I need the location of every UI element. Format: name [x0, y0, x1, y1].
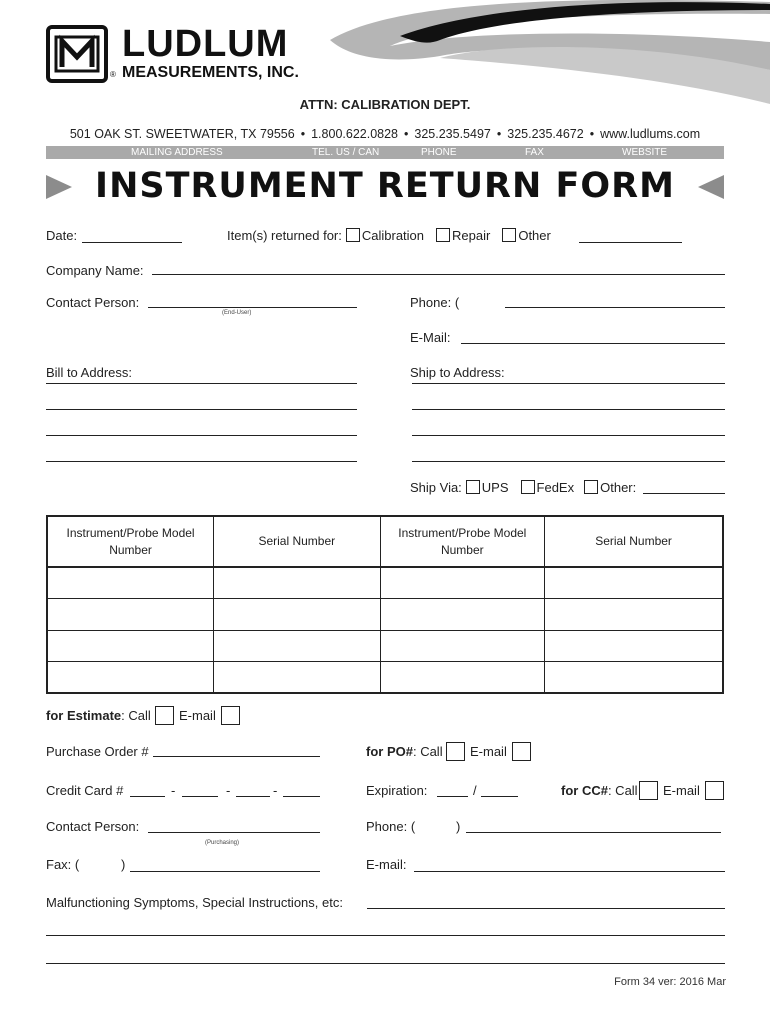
table-row: [47, 599, 723, 631]
symptoms-label: Malfunctioning Symptoms, Special Instructions, etc:: [46, 895, 343, 910]
table-cell[interactable]: [214, 599, 380, 631]
form-title: INSTRUMENT RETURN FORM: [95, 166, 675, 206]
estimate-email-label: E-mail: [179, 708, 216, 723]
for-estimate-label: for Estimate: [46, 708, 122, 723]
instrument-table: [46, 515, 724, 694]
po-email-label: E-mail: [470, 744, 507, 759]
attn-line: ATTN: CALIBRATION DEPT.: [299, 97, 471, 112]
table-cell[interactable]: [47, 599, 214, 631]
ups-label: UPS: [481, 480, 509, 495]
fedex-label: FedEx: [536, 480, 575, 495]
header-serial-number-2: Serial Number: [545, 516, 723, 567]
cc-dash: -: [226, 783, 231, 798]
table-cell[interactable]: [545, 567, 723, 599]
company-name: LUDLUM: [122, 23, 289, 65]
ludlum-logo-icon: [46, 25, 108, 83]
bullet: •: [404, 127, 409, 141]
triangle-arrow-icon: [698, 175, 724, 199]
cc-dash: -: [171, 783, 176, 798]
cc-segment-3[interactable]: [236, 796, 270, 797]
table-cell[interactable]: [545, 599, 723, 631]
estimate-call-label: : Call: [121, 708, 151, 723]
estimate-call-checkbox[interactable]: [155, 706, 174, 725]
bar-label-website: WEBSITE: [622, 147, 668, 158]
repair-checkbox[interactable]: [436, 228, 450, 242]
estimate-group: [46, 708, 151, 724]
phone-label: Phone: (: [410, 295, 460, 310]
purchasing-email-field[interactable]: [414, 871, 725, 872]
calibration-label: Calibration: [361, 228, 425, 243]
ship-to-label: Ship to Address:: [410, 365, 505, 380]
website: www.ludlums.com: [600, 127, 701, 141]
table-cell[interactable]: [214, 662, 380, 694]
ship-other-field[interactable]: [643, 493, 725, 494]
purchasing-contact-label: Contact Person:: [46, 819, 140, 834]
estimate-email-checkbox[interactable]: [221, 706, 240, 725]
purchase-order-field[interactable]: [153, 756, 320, 757]
fax-number: 325.235.4672: [507, 127, 584, 141]
symptoms-field-line-3[interactable]: [46, 963, 725, 964]
bar-label-phone: PHONE: [421, 147, 457, 158]
table-cell[interactable]: [47, 630, 214, 662]
ups-checkbox[interactable]: [466, 480, 480, 494]
phone-field[interactable]: [505, 307, 725, 308]
header-model-number-2: Instrument/Probe Model Number: [380, 516, 545, 567]
table-row: [47, 630, 723, 662]
cc-email-label: E-mail: [663, 783, 700, 798]
fedex-checkbox[interactable]: [521, 480, 535, 494]
symptoms-field-line-1[interactable]: [367, 908, 725, 909]
bill-address-line-1[interactable]: [46, 383, 357, 384]
table-cell[interactable]: [545, 630, 723, 662]
items-returned-text: Item(s) returned for:: [227, 228, 342, 243]
items-returned-label: [227, 228, 551, 244]
symptoms-field-line-2[interactable]: [46, 935, 725, 936]
purchasing-phone-close: ): [456, 819, 461, 834]
company-name-field[interactable]: [152, 274, 725, 275]
contact-person-field[interactable]: [148, 307, 357, 308]
ship-address-line-4[interactable]: [412, 461, 725, 462]
bar-label-mailing: MAILING ADDRESS: [131, 147, 223, 158]
other-label: Other: [518, 228, 551, 243]
purchasing-phone-label: Phone: (: [366, 819, 416, 834]
credit-card-label: Credit Card #: [46, 783, 124, 798]
date-label: Date:: [46, 228, 78, 243]
cc-dash: -: [273, 783, 278, 798]
expiration-year-field[interactable]: [481, 796, 518, 797]
table-cell[interactable]: [545, 662, 723, 694]
ship-other-checkbox[interactable]: [584, 480, 598, 494]
fax-label: Fax: (: [46, 857, 80, 872]
company-name-label: Company Name:: [46, 263, 144, 278]
table-cell[interactable]: [47, 567, 214, 599]
for-po-label: for PO#: [366, 744, 413, 759]
purchasing-note: (Purchasing): [205, 840, 240, 846]
table-cell[interactable]: [214, 630, 380, 662]
cc-segment-2[interactable]: [182, 796, 218, 797]
other-reason-field[interactable]: [579, 242, 682, 243]
table-cell[interactable]: [380, 567, 545, 599]
phone-number: 325.235.5497: [414, 127, 491, 141]
table-cell[interactable]: [214, 567, 380, 599]
address-line: [0, 127, 770, 141]
bill-address-line-2[interactable]: [46, 409, 357, 410]
cc-contact-group: [561, 783, 638, 799]
ship-address-line-1[interactable]: [412, 383, 725, 384]
bill-address-line-3[interactable]: [46, 435, 357, 436]
po-call-checkbox[interactable]: [446, 742, 465, 761]
bullet: •: [300, 127, 306, 141]
cc-segment-1[interactable]: [130, 796, 165, 797]
bullet: •: [589, 127, 595, 141]
bar-label-tel: TEL. US / CAN: [312, 147, 380, 158]
header-model-number-1: Instrument/Probe Model Number: [47, 516, 214, 567]
ship-other-label: Other:: [600, 480, 637, 495]
toll-free-number: 1.800.622.0828: [311, 127, 398, 141]
po-contact-group: [366, 744, 443, 760]
ship-via-group: [410, 480, 636, 496]
fax-field[interactable]: [130, 871, 320, 872]
end-user-note: (End-User): [222, 310, 252, 316]
purchasing-email-label: E-mail:: [366, 857, 407, 872]
purchase-order-label: Purchase Order #: [46, 744, 149, 759]
email-label: E-Mail:: [410, 330, 451, 345]
table-cell[interactable]: [47, 662, 214, 694]
purchasing-phone-field[interactable]: [466, 832, 721, 833]
header-serial-number-1: Serial Number: [214, 516, 380, 567]
bill-address-line-4[interactable]: [46, 461, 357, 462]
cc-call-label: : Call: [607, 783, 638, 798]
cc-call-checkbox[interactable]: [639, 781, 658, 800]
bill-to-label: Bill to Address:: [46, 365, 132, 380]
cc-segment-4[interactable]: [283, 796, 320, 797]
ship-address-line-2[interactable]: [412, 409, 725, 410]
calibration-checkbox[interactable]: [346, 228, 360, 242]
fax-close: ): [121, 857, 126, 872]
expiration-label: Expiration:: [366, 783, 428, 798]
contact-person-label: Contact Person:: [46, 295, 140, 310]
table-cell[interactable]: [380, 662, 545, 694]
po-call-label: : Call: [412, 744, 443, 759]
table-header-row: [47, 516, 723, 567]
ship-address-line-3[interactable]: [412, 435, 725, 436]
form-version: Form 34 ver: 2016 Mar: [614, 976, 726, 988]
expiration-slash: /: [473, 783, 477, 798]
cc-email-checkbox[interactable]: [705, 781, 724, 800]
email-field[interactable]: [461, 343, 725, 344]
registered-mark: ®: [110, 70, 116, 79]
table-cell[interactable]: [380, 630, 545, 662]
po-email-checkbox[interactable]: [512, 742, 531, 761]
bar-label-fax: FAX: [525, 147, 544, 158]
table-cell[interactable]: [380, 599, 545, 631]
mailing-address: 501 OAK ST. SWEETWATER, TX 79556: [69, 127, 295, 141]
repair-label: Repair: [452, 228, 491, 243]
ship-via-label: Ship Via:: [410, 480, 462, 495]
other-checkbox[interactable]: [502, 228, 516, 242]
table-row: [47, 662, 723, 694]
bullet: •: [496, 127, 502, 141]
company-subtitle: MEASUREMENTS, INC.: [122, 64, 299, 81]
expiration-month-field[interactable]: [437, 796, 468, 797]
purchasing-contact-field[interactable]: [148, 832, 320, 833]
for-cc-label: for CC#: [561, 783, 608, 798]
table-row: [47, 567, 723, 599]
date-field[interactable]: [82, 242, 182, 243]
